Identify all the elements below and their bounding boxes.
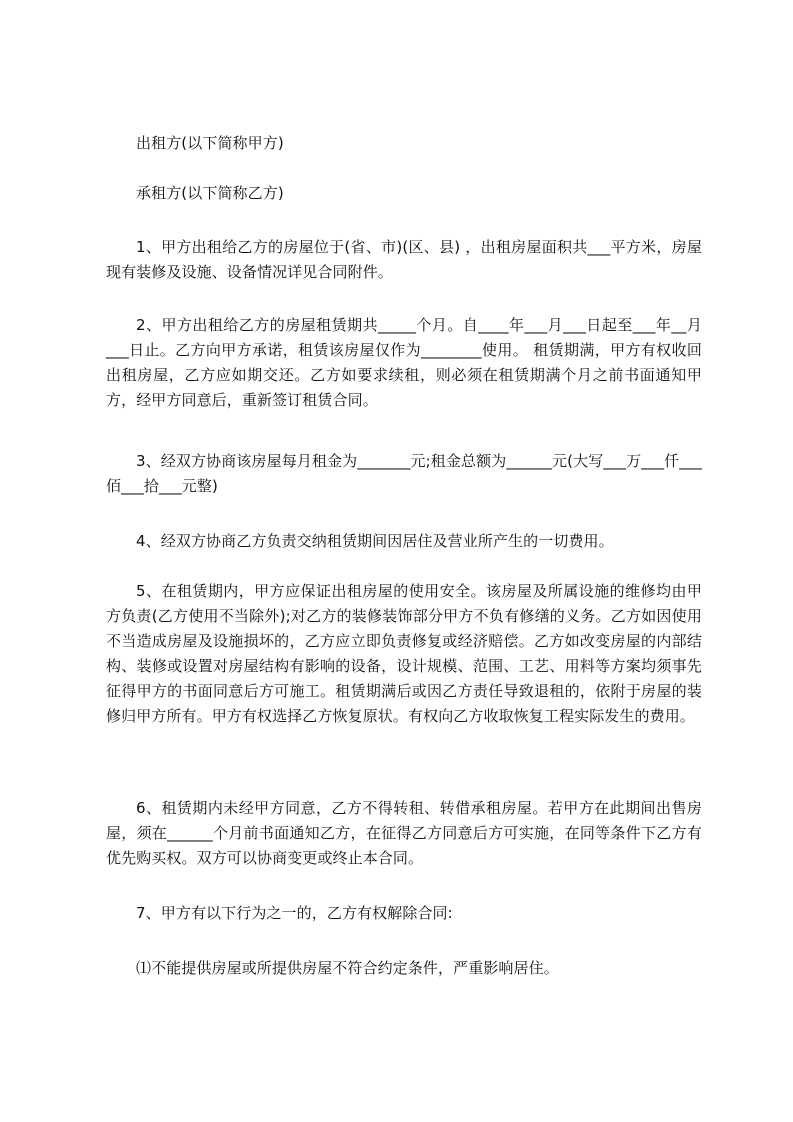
lessor-line: 出租方(以下简称甲方): [136, 134, 284, 152]
clause-3: 3、经双方协商该房屋每月租金为_______元;租金总额为______元(大写___万___仟___佰___拾___元整): [106, 452, 702, 495]
clause-4: 4、经双方协商乙方负责交纳租赁期间因居住及营业所产生的一切费用。: [136, 532, 614, 550]
clause-1: 1、甲方出租给乙方的房屋位于(省、市)(区、县) ，出租房屋面积共___平方米，房屋现有装修及设施、设备情况详见合同附件。: [106, 238, 702, 281]
clause-7-item-1: ⑴不能提供房屋或所提供房屋不符合约定条件，严重影响居住。: [136, 959, 559, 977]
clause-7: 7、甲方有以下行为之一的，乙方有权解除合同:: [136, 904, 453, 922]
clause-5: 5、在租赁期内，甲方应保证出租房屋的使用安全。该房屋及所属设施的维修均由甲方负责(乙方使用不当除外);对乙方的装修装饰部分甲方不负有修缮的义务。乙方如因使用不当造成房屋及设施损坏的，乙方应立即负责修复或经济赔偿。乙方如改变房屋的内部结构、装修或设置对房屋结构有影响的设备，设计规模、范围、工艺、用料等方案均须事先征得甲方的书面同意后方可施工。租赁期满后或因乙方责任导致退租的，依附于房屋的装修归甲方所有。甲方有权选择乙方恢复原状。有权向乙方收取恢复工程实际发生的费用。: [106, 582, 702, 725]
clause-2: 2、甲方出租给乙方的房屋租赁期共_____个月。自____年___月___日起至___年__月___日止。乙方向甲方承诺，租赁该房屋仅作为________使用。 租赁期满，甲方有权收回出租房屋，乙方应如期交还。乙方如要求续租，则必须在租赁期满个月之前书面通知甲方，经甲方同意后，重新签订租赁合同。: [106, 316, 702, 409]
clause-6: 6、租赁期内未经甲方同意，乙方不得转租、转借承租房屋。若甲方在此期间出售房屋，须在______个月前书面通知乙方，在征得乙方同意后方可实施，在同等条件下乙方有优先购买权。双方可以协商变更或终止本合同。: [106, 799, 702, 867]
lessee-line: 承租方(以下简称乙方): [136, 184, 284, 202]
